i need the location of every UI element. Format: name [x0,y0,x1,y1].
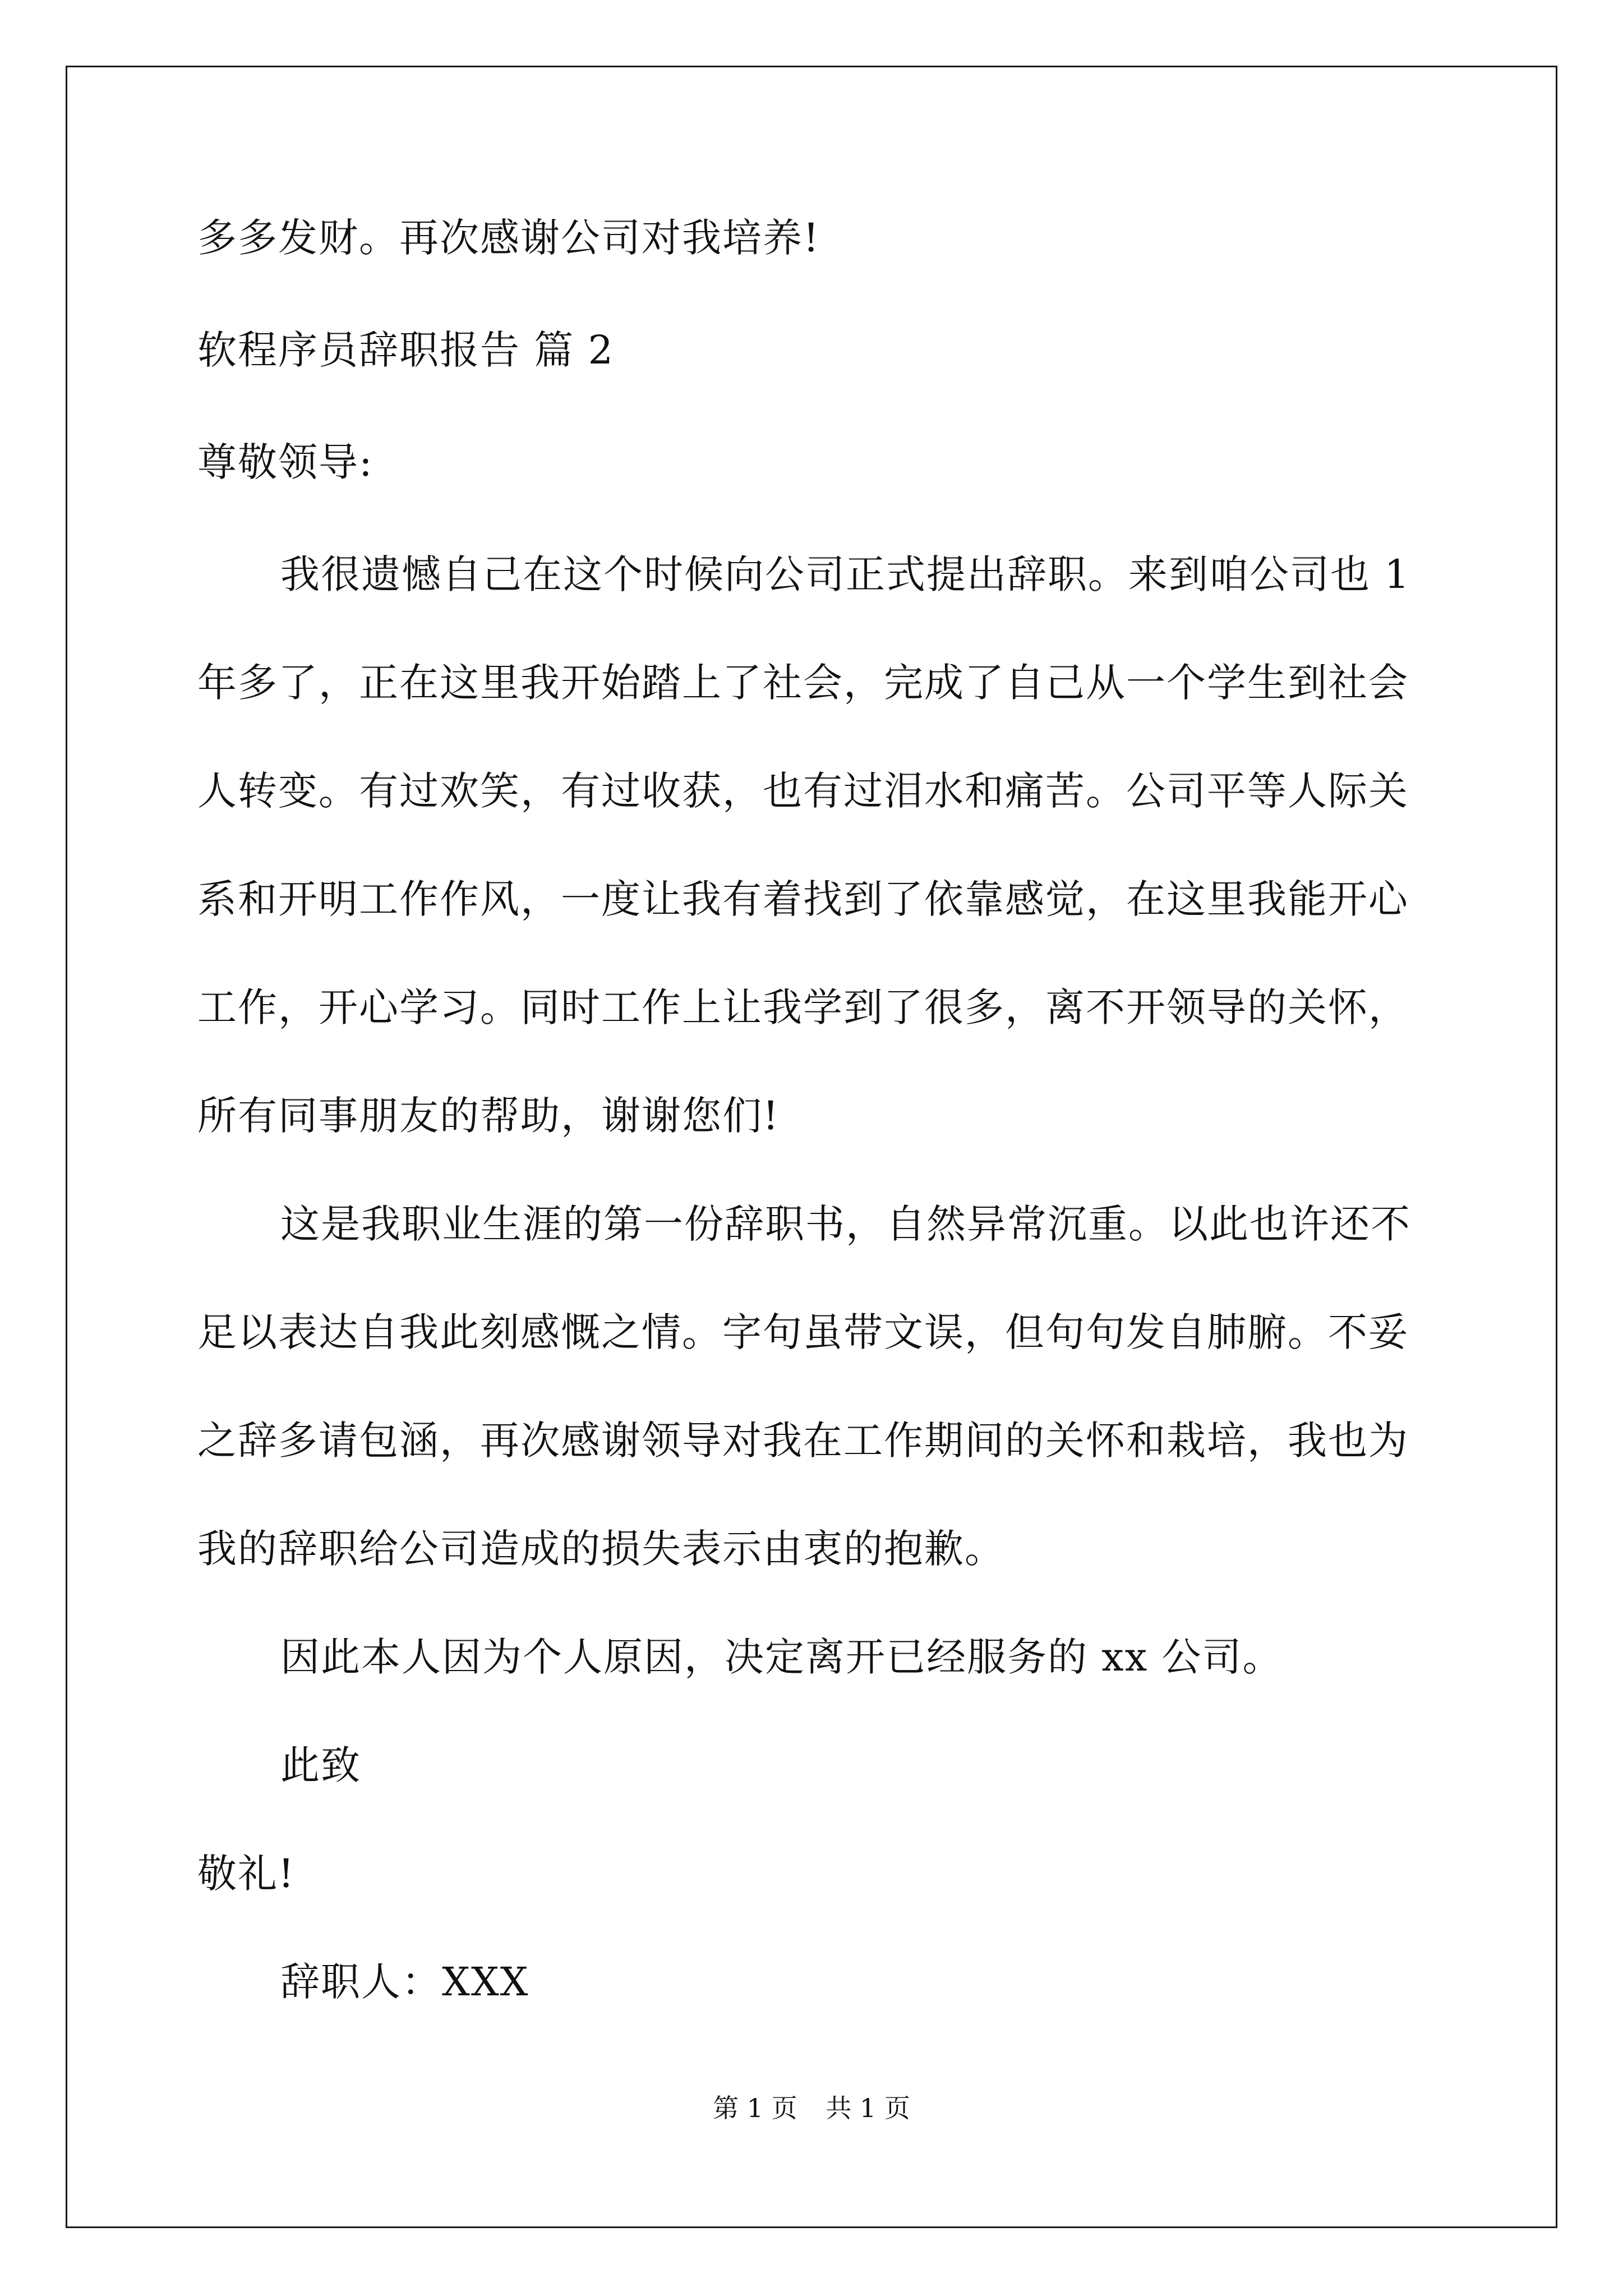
paragraph-1-line-1: 我很遗憾自己在这个时候向公司正式提出辞职。来到咱公司也 1 [280,551,1410,597]
paragraph-1-line-2: 年多了，正在这里我开始踏上了社会，完成了自己从一个学生到社会 [197,660,1409,706]
paragraph-1-line-6: 所有同事朋友的帮助，谢谢您们! [197,1093,780,1139]
text-line-closing-wish: 多多发财。再次感谢公司对我培养! [197,215,820,261]
paragraph-2-line-1: 这是我职业生涯的第一份辞职书，自然异常沉重。以此也许还不 [280,1201,1411,1247]
paragraph-1-line-4: 系和开明工作作风，一度让我有着找到了依靠感觉，在这里我能开心 [197,876,1409,922]
paragraph-2-line-2: 足以表达自我此刻感慨之情。字句虽带文误，但句句发自肺腑。不妥 [197,1309,1409,1355]
page-border [66,66,1557,2228]
page-number-total: 共 1 页 [826,2093,910,2123]
closing-phrase: 此致 [280,1742,361,1788]
paragraph-1-line-5: 工作，开心学习。同时工作上让我学到了很多，离不开领导的关怀， [197,984,1409,1030]
closing-salute: 敬礼! [197,1851,296,1897]
page-footer [0,2091,1623,2125]
page-number-current: 第 1 页 [713,2093,797,2123]
signature-line: 辞职人：XXX [280,1959,529,2005]
paragraph-1-line-3: 人转变。有过欢笑，有过收获，也有过泪水和痛苦。公司平等人际关 [197,768,1409,814]
salutation: 尊敬领导: [197,439,374,485]
paragraph-2-line-4: 我的辞职给公司造成的损失表示由衷的抱歉。 [197,1526,1005,1572]
section-heading: 软程序员辞职报告 篇 2 [197,327,615,373]
paragraph-2-line-3: 之辞多请包涵，再次感谢领导对我在工作期间的关怀和栽培，我也为 [197,1418,1409,1464]
paragraph-3: 因此本人因为个人原因，决定离开已经服务的 xx 公司。 [280,1634,1283,1680]
